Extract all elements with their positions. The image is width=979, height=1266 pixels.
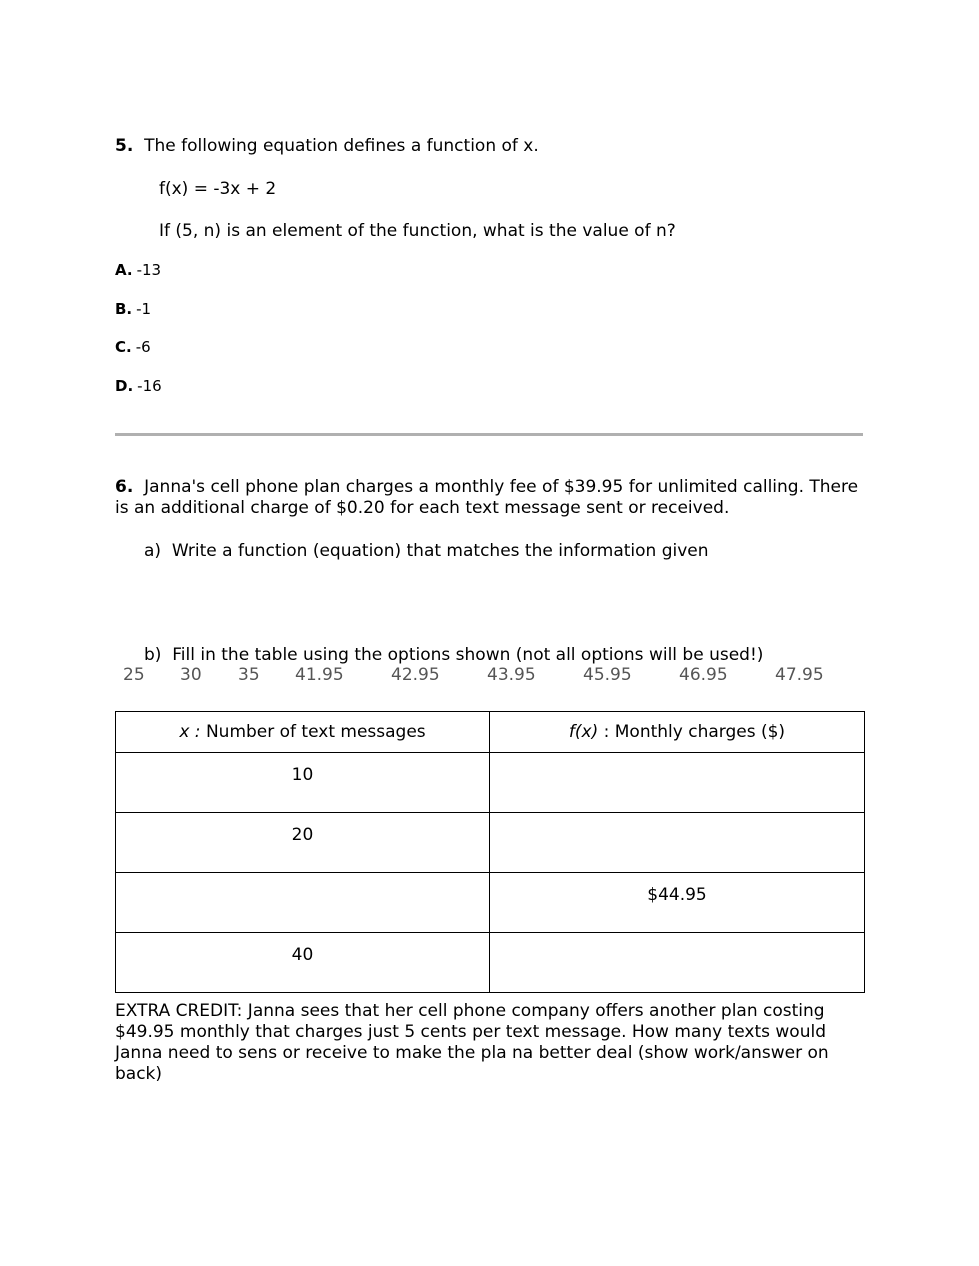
cell-x[interactable] (116, 873, 490, 933)
question-5-text: The following equation defines a function of x. (144, 136, 539, 156)
cell-f[interactable] (490, 753, 865, 813)
section-divider (115, 433, 863, 436)
table-header-row (116, 712, 865, 753)
part-a-label: a) (144, 541, 162, 561)
option-item: 35 (238, 665, 260, 685)
question-6-text: Janna's cell phone plan charges a monthly fee of $39.95 for unlimited calling. There is an additional charge of $0.20 for each text message sent or received. (115, 477, 859, 518)
header-x-text: Number of text messages (200, 722, 426, 742)
option-item: 46.95 (679, 665, 728, 685)
cell-f[interactable] (490, 933, 865, 993)
part-b-label: b) (144, 645, 162, 665)
header-x-var: x : (179, 722, 201, 742)
choice-c[interactable] (115, 338, 151, 356)
choice-d-value: -16 (137, 377, 162, 395)
table-row (116, 753, 865, 813)
header-f-var: f(x) (568, 722, 599, 742)
table-row (116, 933, 865, 993)
choice-c-value: -6 (135, 338, 151, 356)
choice-a-letter: A. (115, 261, 133, 279)
option-item: 47.95 (775, 665, 824, 685)
question-5-number: 5. (115, 136, 134, 156)
question-5-question: If (5, n) is an element of the function, what is the value of n? (159, 221, 676, 241)
cell-f[interactable] (490, 813, 865, 873)
part-a-text: Write a function (equation) that matches the information given (171, 541, 709, 561)
choice-b-letter: B. (115, 300, 133, 318)
answer-options (0, 665, 979, 687)
cell-x[interactable]: 20 (116, 813, 490, 873)
option-item: 30 (180, 665, 202, 685)
cell-x[interactable]: 10 (116, 753, 490, 813)
extra-credit: EXTRA CREDIT: Janna sees that her cell phone company offers another plan costing $49.95 monthly that charges just 5 cents per text message. How many texts would Janna need to sens or receive to make the pla na better deal (show work/answer on back) (115, 1001, 829, 1084)
part-b (144, 645, 763, 665)
part-b-text: Fill in the table using the options shown (not all options will be used!) (172, 645, 764, 665)
option-item: 43.95 (487, 665, 536, 685)
header-f (490, 712, 865, 753)
choice-b-value: -1 (136, 300, 152, 318)
function-table (115, 711, 865, 993)
question-5-prompt (115, 136, 539, 156)
option-item: 42.95 (391, 665, 440, 685)
question-6-prompt (115, 477, 865, 519)
cell-f[interactable]: $44.95 (490, 873, 865, 933)
option-item: 25 (123, 665, 145, 685)
table-row (116, 873, 865, 933)
header-f-text: : Monthly charges ($) (598, 722, 786, 742)
option-item: 45.95 (583, 665, 632, 685)
choice-c-letter: C. (115, 338, 132, 356)
choice-a-value: -13 (136, 261, 162, 279)
choice-d-letter: D. (115, 377, 134, 395)
part-a (144, 541, 709, 561)
cell-x[interactable]: 40 (116, 933, 490, 993)
question-5-equation: f(x) = -3x + 2 (159, 179, 277, 199)
choice-d[interactable] (115, 377, 162, 395)
choice-a[interactable] (115, 261, 161, 279)
option-item: 41.95 (295, 665, 344, 685)
header-x (116, 712, 490, 753)
choice-b[interactable] (115, 300, 151, 318)
table-row (116, 813, 865, 873)
question-6-number: 6. (115, 477, 134, 497)
